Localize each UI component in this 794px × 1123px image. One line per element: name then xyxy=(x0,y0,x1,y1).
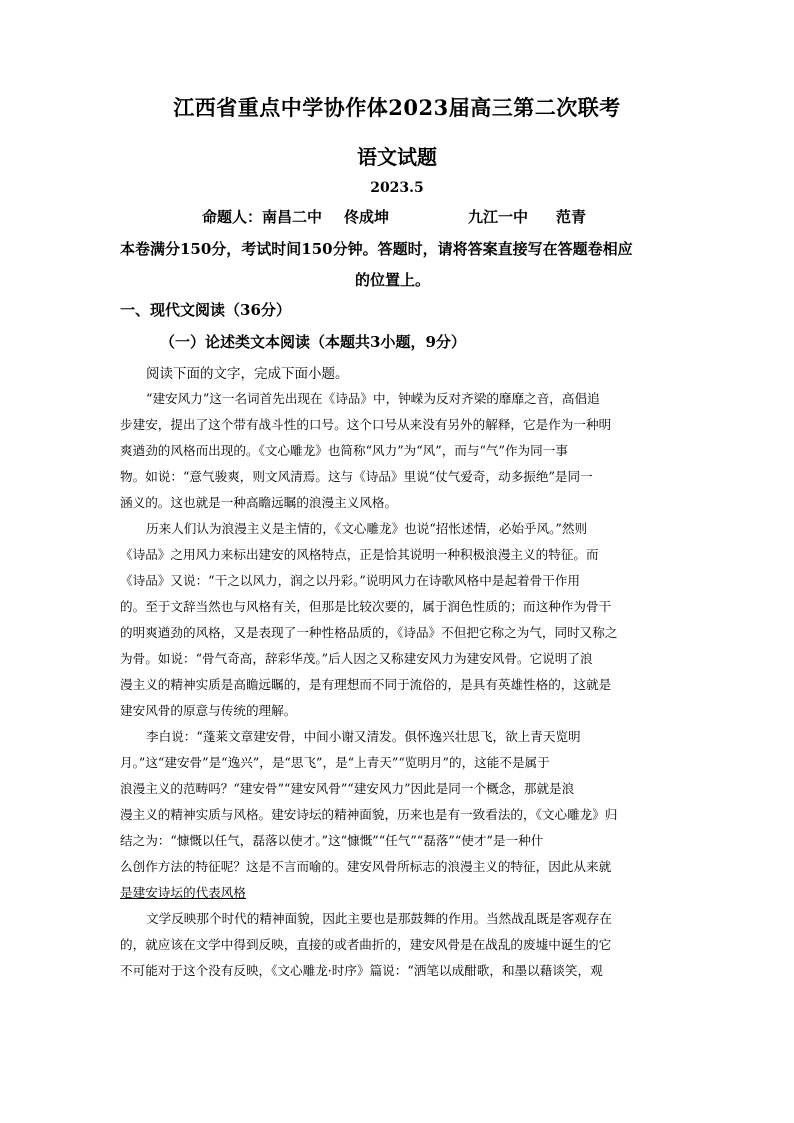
author-1: 佟成坤 xyxy=(344,208,390,226)
passage-line: 爽遒劲的风格而出现的。《文心雕龙》也简称“风力”为“风”，而与“气”作为同一事 xyxy=(120,443,568,458)
passage-line: 么创作方法的特征呢？这是不言而喻的。建安风骨所标志的浪漫主义的特征，因此从来就 xyxy=(120,859,612,874)
passage-line: 结之为：“慷慨以任气，磊落以使才。”这“慷慨”“任气”“磊落”“使才”是一种什 xyxy=(120,833,544,848)
section-heading: 一、现代文阅读（36分） xyxy=(120,301,291,319)
passage-line: 涵义的。这也就是一种高瞻远瞩的浪漫主义风格。 xyxy=(120,495,398,510)
passage-line: 的，就应该在文学中得到反映，直接的或者曲折的，建安风骨是在战乱的废墟中诞生的它 xyxy=(120,937,612,952)
passage-line: 浪漫主义的范畴吗？“建安骨”“建安风骨”“建安风力”因此是同一个概念，那就是浪 xyxy=(120,781,575,796)
passage-line: 建安风骨的原意与传统的理解。 xyxy=(120,703,297,718)
school-2: 九江一中 xyxy=(468,208,529,226)
instructions-line-1: 本卷满分150分，考试时间150分钟。答题时，请将答案直接写在答题卷相应 xyxy=(120,240,633,258)
reading-instruction: 阅读下面的文字，完成下面小题。 xyxy=(146,366,349,382)
passage-line: 《诗品》又说：“干之以风力，润之以丹彩。”说明风力在诗歌风格中是起着骨干作用 xyxy=(120,573,580,588)
passage-line: 的。至于文辞当然也与风格有关，但那是比较次要的，属于润色性质的；而这种作为骨干 xyxy=(120,599,612,614)
author-label: 命题人：南昌二中 xyxy=(202,208,323,226)
passage-line: 历来人们认为浪漫主义是主情的，《文心雕龙》也说“招怅述情，必始乎风。”然则 xyxy=(146,521,588,536)
passage-line: 不可能对于这个没有反映，《文心雕龙·时序》篇说：“洒笔以成酣歌，和墨以藉谈笑，观 xyxy=(120,963,603,978)
reading-passage xyxy=(120,386,680,984)
passage-line: 的明爽遒劲的风格，又是表现了一种性格品质的，《诗品》不但把它称之为气，同时又称之 xyxy=(120,625,618,640)
passage-line: 漫主义的精神实质是高瞻远瞩的，是有理想而不同于流俗的，是具有英雄性格的，这就是 xyxy=(120,677,612,692)
passage-line: 是建安诗坛的代表风格 xyxy=(120,885,246,900)
passage-line: 文学反映那个时代的精神面貌，因此主要也是那鼓舞的作用。当然战乱既是客观存在 xyxy=(146,911,612,926)
passage-line: 李白说：“蓬莱文章建安骨，中间小谢又清发。俱怀逸兴壮思飞，欲上青天览明 xyxy=(146,729,581,744)
passage-line: 《诗品》之用风力来标出建安的风格特点，正是恰其说明一种积极浪漫主义的特征。而 xyxy=(120,547,599,562)
exam-title: 江西省重点中学协作体2023届高三第二次联考 xyxy=(173,95,621,120)
subsection-heading: （一）论述类文本阅读（本题共3小题，9分） xyxy=(160,333,466,351)
passage-line: 步建安，提出了这个带有战斗性的口号。这个口号从来没有另外的解释，它是作为一种明 xyxy=(120,417,612,432)
author-2: 范青 xyxy=(556,208,587,226)
passage-line: “建安风力”这一名词首先出现在《诗品》中，钟嵘为反对齐梁的靡靡之音，高倡追 xyxy=(146,391,600,406)
passage-line: 月。”这“建安骨”是“逸兴”，是“思飞”，是“上青天”“览明月”的，这能不是属于 xyxy=(120,755,550,770)
passage-line: 为骨。如说：“骨气奇高，辞彩华茂。”后人因之又称建安风力为建安风骨。它说明了浪 xyxy=(120,651,593,666)
exam-date: 2023.5 xyxy=(370,180,424,196)
instructions-line-2: 的位置上。 xyxy=(355,271,431,289)
exam-subtitle: 语文试题 xyxy=(357,145,437,169)
passage-line: 漫主义的精神实质与风格。建安诗坛的精神面貌，历来也是有一致看法的，《文心雕龙》归 xyxy=(120,807,618,822)
passage-line: 物。如说：“意气骏爽，则文风清焉。这与《诗品》里说“仗气爱奇，动多振绝”是同一 xyxy=(120,469,593,484)
